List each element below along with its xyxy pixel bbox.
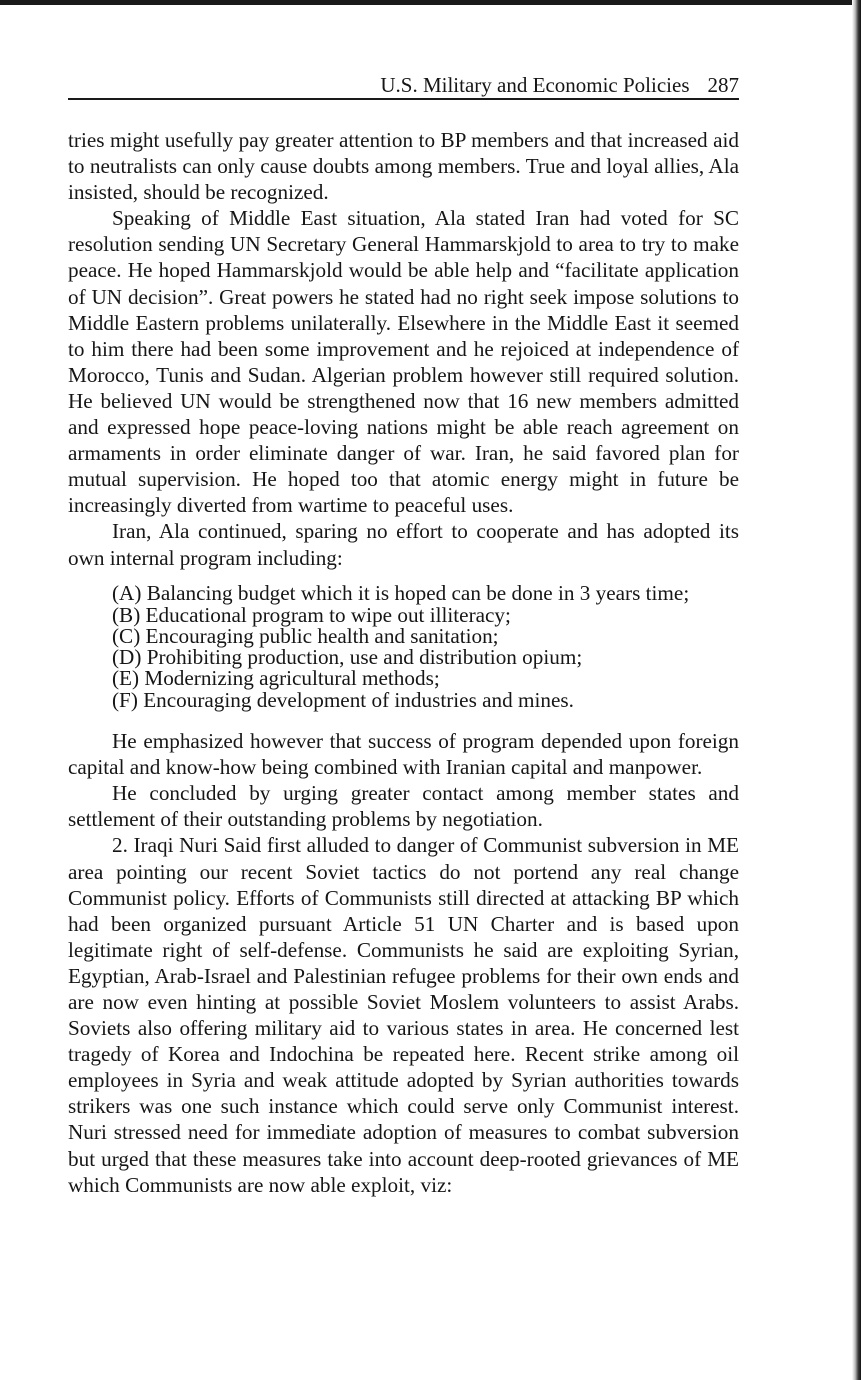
program-item-e: (E) Modernizing agricultural methods; bbox=[112, 666, 440, 691]
page-number: 287 bbox=[707, 73, 739, 97]
paragraph-middle-east: Speaking of Middle East situation, Ala stated Iran had voted for SC resolution sending UN Secretary General Hammarskjold to area to try to make peace. He hoped Hammarskjold would be able help and “facilitate application of UN decision”. Great powers he stated had no right seek impose solutions to Middle Eastern problems unilaterally. Elsewhere in the Middle East it seemed to him there had been some improvement and he rejoiced at independence of Morocco, Tunis and Sudan. Algerian problem however still required solution. He believed UN would be strengthened now that 16 new members admitted and expressed hope peace-loving nations might be able reach agreement on armaments in order eliminate danger of war. Iran, he said favored plan for mutual supervision. He hoped too that atomic energy might in future be increasingly diverted from wartime to peaceful uses. bbox=[68, 206, 739, 518]
page-body bbox=[68, 127, 739, 1198]
running-header bbox=[68, 72, 739, 100]
page-top-border bbox=[0, 0, 861, 5]
program-item-a: (A) Balancing budget which it is hoped can be done in 3 years time; bbox=[112, 580, 690, 605]
program-list bbox=[68, 582, 739, 711]
paragraph-foreign-capital: He emphasized however that success of program depended upon foreign capital and know-how being combined with Iranian capital and manpower. bbox=[68, 729, 739, 780]
paragraph-conclusion: He concluded by urging greater contact among member states and settlement of their outstanding problems by negotiation. bbox=[68, 781, 739, 832]
paragraph-continuation: tries might usefully pay greater attention to BP members and that increased aid to neutralists can only cause doubts among members. True and loyal allies, Ala insisted, should be recognized. bbox=[68, 128, 739, 205]
paragraph-iran-program: Iran, Ala continued, sparing no effort to cooperate and has adopted its own internal program including: bbox=[68, 519, 739, 570]
program-item-b: (B) Educational program to wipe out illiteracy; bbox=[112, 602, 511, 627]
program-item-d: (D) Prohibiting production, use and distribution opium; bbox=[112, 645, 583, 670]
running-header-title: U.S. Military and Economic Policies bbox=[380, 73, 690, 97]
paragraph-iraqi-nuri-said: 2. Iraqi Nuri Said first alluded to danger of Communist subversion in ME area pointing our recent Soviet tactics do not portend any real change Communist policy. Efforts of Communists still directed at attacking BP which had been organized pursuant Article 51 UN Charter and is based upon legitimate right of self-defense. Communists he said are exploiting Syrian, Egyptian, Arab-Israel and Palestinian refugee problems for their own ends and are now even hinting at possible Soviet Moslem volunteers to assist Arabs. Soviets also offering military aid to various states in area. He concerned lest tragedy of Korea and Indochina be repeated here. Recent strike among oil employees in Syria and weak attitude adopted by Syrian authorities towards strikers was one such instance which could serve only Communist interest. Nuri stressed need for immediate adoption of measures to combat subversion but urged that these measures take into account deep-rooted grievances of ME which Communists are now able exploit, viz: bbox=[68, 833, 739, 1197]
program-item-f: (F) Encouraging development of industries and mines. bbox=[112, 687, 574, 712]
page-edge-shadow bbox=[852, 0, 861, 1380]
program-item-c: (C) Encouraging public health and sanitation; bbox=[112, 623, 499, 648]
